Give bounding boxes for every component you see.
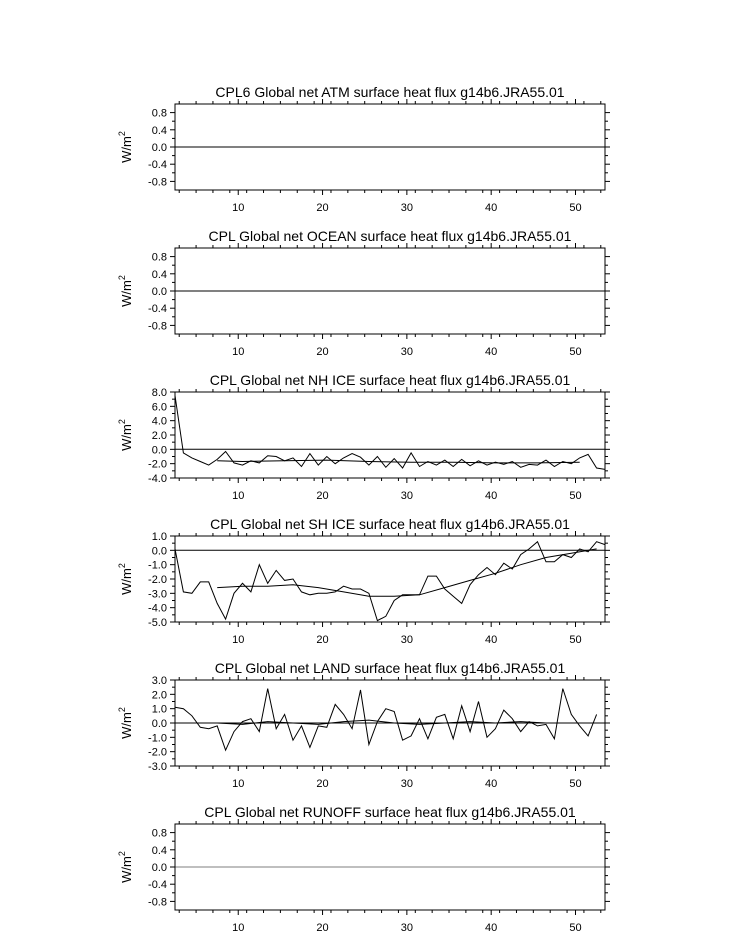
x-tick-label: 30	[400, 922, 413, 934]
x-tick-label: 50	[569, 202, 582, 214]
y-tick-label: 0.0	[151, 142, 167, 154]
x-tick-label: 50	[569, 634, 582, 646]
y-axis-label-superscript: 2	[117, 131, 127, 137]
x-tick-label: 30	[400, 202, 413, 214]
x-tick-label: 50	[569, 922, 582, 934]
y-axis-label-unit: W/m	[119, 136, 134, 163]
x-tick-label: 40	[485, 922, 498, 934]
y-tick-label: -0.4	[148, 159, 167, 172]
chart-title: CPL Global net OCEAN surface heat flux g14b6.JRA55.01	[208, 228, 572, 244]
y-tick-label: -4.0	[148, 473, 167, 485]
chart-panel-3	[117, 372, 610, 502]
y-tick-label: 0.4	[151, 844, 167, 857]
x-tick-label: 40	[485, 778, 498, 790]
x-tick-label: 20	[316, 778, 329, 790]
y-tick-label: 0.8	[151, 107, 167, 120]
x-tick-label: 30	[400, 778, 413, 790]
x-tick-label: 40	[485, 346, 498, 358]
y-tick-label: -2.0	[148, 574, 167, 586]
plot-frame	[175, 392, 605, 478]
y-axis-label-unit: W/m	[119, 568, 134, 595]
y-tick-label: -0.8	[148, 320, 167, 333]
x-tick-label: 20	[316, 346, 329, 358]
y-tick-label: -3.0	[148, 588, 167, 601]
y-tick-label: 0.8	[151, 251, 167, 264]
chart-title: CPL6 Global net ATM surface heat flux g14b6.JRA55.01	[215, 84, 565, 100]
x-tick-label: 10	[232, 202, 245, 214]
x-tick-label: 10	[232, 346, 245, 358]
series-line-2	[217, 720, 571, 724]
y-axis-label-unit: W/m	[119, 856, 134, 883]
x-tick-label: 20	[316, 922, 329, 934]
y-tick-label: -3.0	[148, 761, 167, 773]
y-tick-label: -0.4	[148, 879, 167, 892]
chart-panel-5	[117, 660, 610, 790]
y-tick-label: -0.4	[148, 303, 167, 316]
x-tick-label: 20	[316, 634, 329, 646]
y-tick-label: 0.4	[151, 268, 167, 281]
chart-panel-6	[117, 804, 610, 934]
x-tick-label: 30	[400, 490, 413, 502]
y-axis-label	[117, 707, 134, 739]
y-tick-label: -5.0	[148, 617, 167, 629]
chart-panel-2	[117, 228, 610, 358]
y-tick-label: 8.0	[151, 387, 167, 399]
y-axis-label-superscript: 2	[117, 851, 127, 857]
y-axis-label-superscript: 2	[117, 563, 127, 569]
series-line-2	[217, 460, 580, 463]
y-axis-label-unit: W/m	[119, 712, 134, 739]
y-tick-label: 1.0	[151, 531, 167, 543]
y-tick-label: 4.0	[151, 415, 167, 428]
y-tick-label: 6.0	[151, 401, 167, 414]
x-tick-label: 50	[569, 778, 582, 790]
y-axis-label-unit: W/m	[119, 280, 134, 307]
chart-panel-4	[117, 516, 610, 646]
x-tick-label: 10	[232, 490, 245, 502]
y-tick-label: -2.0	[148, 458, 167, 471]
y-axis-label	[117, 131, 134, 163]
series-line-2	[217, 549, 596, 596]
y-tick-label: 0.8	[151, 827, 167, 840]
chart-title: CPL Global net NH ICE surface heat flux g14b6.JRA55.01	[209, 372, 571, 388]
x-tick-label: 40	[485, 202, 498, 214]
series-line-1	[175, 542, 605, 621]
y-tick-label: -1.0	[148, 559, 167, 572]
x-tick-label: 40	[485, 490, 498, 502]
x-tick-label: 40	[485, 634, 498, 646]
y-axis-label	[117, 275, 134, 307]
y-tick-label: 1.0	[151, 703, 167, 716]
chart-title: CPL Global net RUNOFF surface heat flux g14b6.JRA55.01	[204, 804, 576, 820]
y-tick-label: 0.0	[151, 444, 167, 457]
y-axis-label	[117, 851, 134, 883]
x-tick-label: 10	[232, 634, 245, 646]
x-tick-label: 30	[400, 634, 413, 646]
x-tick-label: 20	[316, 490, 329, 502]
y-tick-label: 0.4	[151, 124, 167, 137]
chart-title: CPL Global net SH ICE surface heat flux g14b6.JRA55.01	[210, 516, 570, 532]
chart-panel-1	[117, 84, 610, 214]
y-tick-label: 0.0	[151, 862, 167, 874]
y-axis-label-unit: W/m	[119, 424, 134, 451]
y-axis-label-superscript: 2	[117, 707, 127, 713]
y-tick-label: 0.0	[151, 545, 167, 558]
y-tick-label: 3.0	[151, 675, 167, 687]
y-tick-label: -0.8	[148, 896, 167, 909]
x-tick-label: 10	[232, 922, 245, 934]
chart-title: CPL Global net LAND surface heat flux g14b6.JRA55.01	[214, 660, 566, 676]
y-axis-label	[117, 563, 134, 595]
y-axis-label	[117, 419, 134, 451]
y-tick-label: -1.0	[148, 732, 167, 745]
y-tick-label: -0.8	[148, 176, 167, 189]
series-line-1	[175, 396, 605, 470]
y-tick-label: 0.0	[151, 718, 167, 730]
x-tick-label: 50	[569, 346, 582, 358]
y-tick-label: 2.0	[151, 430, 167, 442]
y-tick-label: 2.0	[151, 689, 167, 702]
series-line-1	[175, 689, 597, 751]
x-tick-label: 50	[569, 490, 582, 502]
x-tick-label: 30	[400, 346, 413, 358]
y-axis-label-superscript: 2	[117, 419, 127, 425]
y-tick-label: -4.0	[148, 602, 167, 615]
y-axis-label-superscript: 2	[117, 275, 127, 281]
y-tick-label: 0.0	[151, 286, 167, 298]
x-tick-label: 10	[232, 778, 245, 790]
y-tick-label: -2.0	[148, 746, 167, 759]
x-tick-label: 20	[316, 202, 329, 214]
